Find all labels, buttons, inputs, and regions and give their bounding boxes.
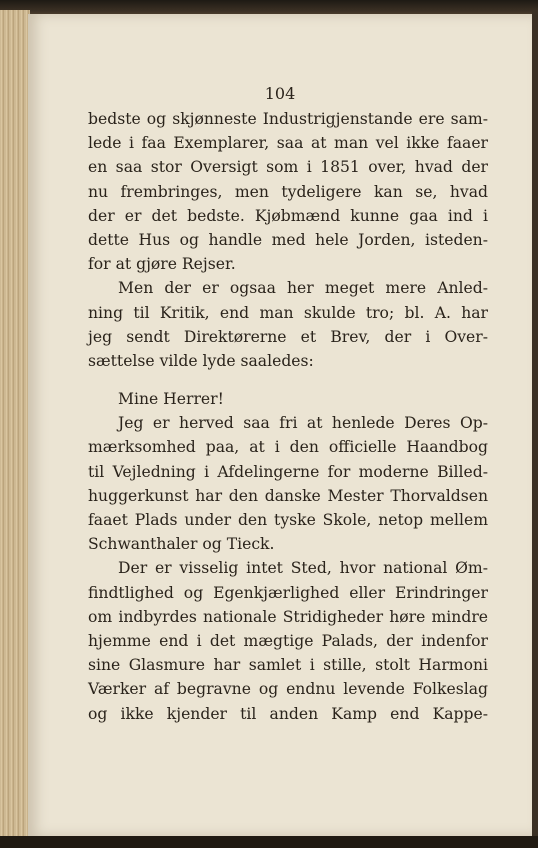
text-line: faaet Plads under den tyske Skole, netop mellem <box>88 511 488 529</box>
text-line: nu frembringes, men tydeligere kan se, hvad <box>88 182 488 201</box>
text-line: sættelse vilde lyde saaledes: <box>88 351 314 370</box>
paragraph-gap <box>88 373 488 387</box>
text-line: findtlighed og Egenkjærlighed eller Erindringer <box>88 583 488 602</box>
text-line: sine Glasmure har samlet i stille, stolt Harmoni <box>88 656 488 675</box>
text-line: Men der er ogsaa her meget mere Anled- <box>118 279 488 298</box>
page-number: 104 <box>264 84 296 103</box>
text-line: Værker af begravne og endnu levende Folkeslag <box>88 680 488 699</box>
text-line: lede i faa Exemplarer, saa at man vel ikke faaer <box>88 134 488 153</box>
text-line: for at gjøre Rejser. <box>88 255 236 274</box>
text-line: Der er visselig intet Sted, hvor national Øm- <box>118 559 488 578</box>
text-line: dette Hus og handle med hele Jorden, isteden- <box>88 230 488 249</box>
text-line: bedste og skjønneste Industrigjenstande ere sam- <box>88 110 488 128</box>
book-right-edge <box>532 10 538 840</box>
text-line: om indbyrdes nationale Stridigheder høre mindre <box>88 607 488 626</box>
text-line: hjemme end i det mægtige Palads, der indenfor <box>88 631 488 650</box>
text-line: huggerkunst har den danske Mester Thorvaldsen <box>88 486 488 505</box>
text-line: jeg sendt Direktørerne et Brev, der i Over- <box>88 327 488 346</box>
text-line: Schwanthaler og Tieck. <box>88 535 275 554</box>
book-spine <box>0 10 30 840</box>
text-line: Jeg er herved saa fri at henlede Deres Op- <box>118 414 488 433</box>
text-line: mærksomhed paa, at i den officielle Haandbog <box>88 438 488 457</box>
text-line: ning til Kritik, end man skulde tro; bl. A. har <box>88 303 488 322</box>
letter-salutation: Mine Herrer! <box>118 390 224 409</box>
text-line: og ikke kjender til anden Kamp end Kappe- <box>88 704 488 723</box>
text-line: en saa stor Oversigt som i 1851 over, hvad der <box>88 158 488 177</box>
book-bottom-edge <box>0 836 538 848</box>
text-line: der er det bedste. Kjøbmænd kunne gaa ind i <box>88 206 488 225</box>
page-text <box>88 107 488 726</box>
text-line: til Vejledning i Afdelingerne for moderne Billed- <box>88 462 488 481</box>
